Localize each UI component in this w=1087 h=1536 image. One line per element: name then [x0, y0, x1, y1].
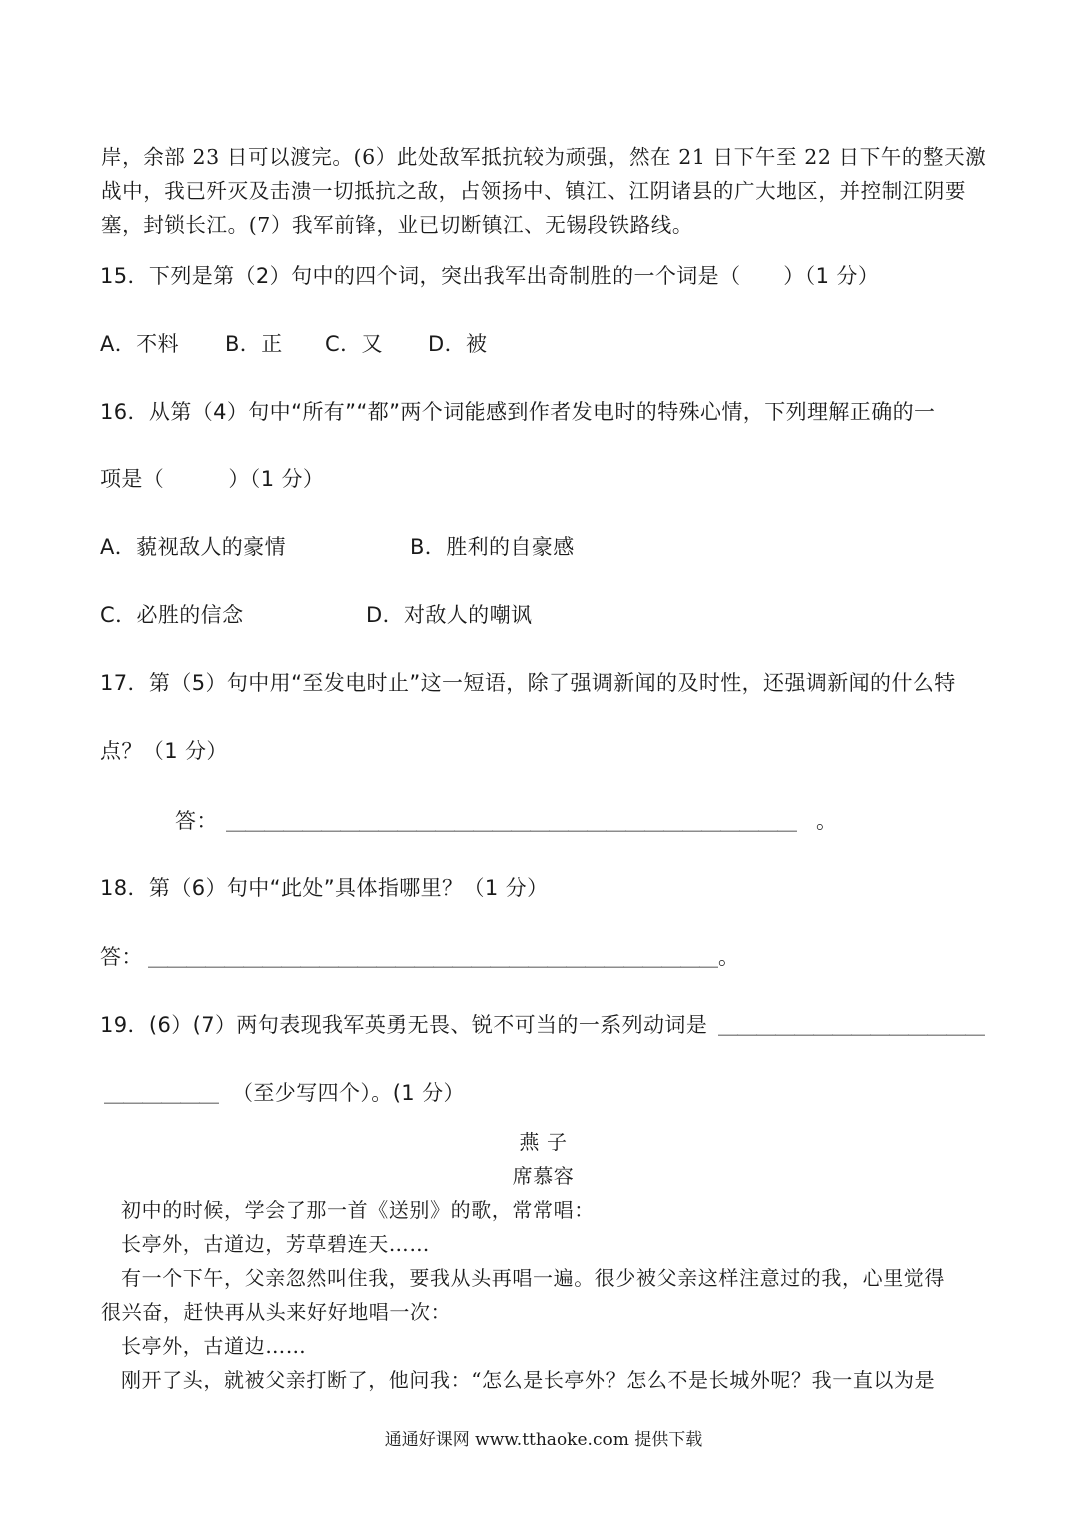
question-16-option-b: B．胜利的自豪感 [410, 535, 575, 559]
question-17-stem-line-2: 点？（1 分） [100, 739, 228, 763]
question-16-option-a: A．藐视敌人的豪情 [100, 535, 286, 559]
question-17-answer-label: 答： [175, 809, 218, 833]
passage-line-2: 战中，我已歼灭及击溃一切抵抗之敌，占领扬中、镇江、江阴诸县的广大地区，并控制江阴要 [101, 179, 967, 203]
question-19-answer-blank-1[interactable]: ＿＿＿＿＿＿＿＿＿＿＿＿＿＿ [718, 1014, 984, 1038]
question-18-stem: 18．第（6）句中“此处”具体指哪里？（1 分） [100, 876, 549, 900]
question-19-stem: 19．(6）(7）两句表现我军英勇无畏、锐不可当的一系列动词是 [100, 1013, 708, 1037]
question-18-answer-label: 答： [100, 945, 143, 969]
question-17-stem-line-1: 17．第（5）句中用“至发电时止”这一短语，除了强调新闻的及时性，还强调新闻的什么特 [100, 671, 956, 695]
question-15-option-b: B．正 [225, 332, 283, 356]
question-16-option-d: D．对敌人的嘲讽 [366, 603, 533, 627]
article-paragraph-3-line-2: 很兴奋，赶快再从头来好好地唱一次： [101, 1300, 452, 1324]
question-16-option-c: C．必胜的信念 [100, 603, 244, 627]
question-15-option-d: D．被 [428, 332, 488, 356]
page-footer: 通通好课网 www.tthaoke.com 提供下载 [384, 1430, 703, 1450]
passage-line-1: 岸，余部 23 日可以渡完。(6）此处敌军抵抗较为顽强，然在 21 日下午至 22 日下午的整天激 [101, 145, 987, 169]
question-17-answer-end: 。 [816, 809, 838, 833]
question-19-tail: （至少写四个）。(1 分） [232, 1081, 465, 1105]
question-18-answer-blank[interactable]: ＿＿＿＿＿＿＿＿＿＿＿＿＿＿＿＿＿＿＿＿＿＿＿＿＿＿＿＿＿＿ [148, 946, 718, 970]
question-19-answer-blank-2[interactable]: ＿＿＿＿＿＿ [104, 1082, 218, 1106]
question-17-answer-blank[interactable]: ＿＿＿＿＿＿＿＿＿＿＿＿＿＿＿＿＿＿＿＿＿＿＿＿＿＿＿＿＿＿ [226, 810, 796, 834]
article-author: 席慕容 [512, 1164, 575, 1188]
article-paragraph-3-line-1: 有一个下午，父亲忽然叫住我，要我从头再唱一遍。很少被父亲这样注意过的我，心里觉得 [121, 1266, 945, 1290]
question-15-option-a: A．不料 [100, 332, 179, 356]
article-paragraph-5: 刚开了头，就被父亲打断了，他问我：“怎么是长亭外？怎么不是长城外呢？我一直以为是 [121, 1368, 936, 1392]
question-15-stem: 15．下列是第（2）句中的四个词，突出我军出奇制胜的一个词是（ ）（1 分） [100, 264, 880, 288]
article-paragraph-2: 长亭外，古道边，芳草碧连天…… [121, 1232, 430, 1256]
article-paragraph-4: 长亭外，古道边…… [121, 1334, 307, 1358]
question-16-stem-line-2: 项是（ ）（1 分） [100, 467, 325, 491]
question-16-stem-line-1: 16．从第（4）句中“所有”“都”两个词能感到作者发电时的特殊心情，下列理解正确的一 [100, 400, 936, 424]
question-15-option-c: C．又 [325, 332, 383, 356]
article-paragraph-1: 初中的时候，学会了那一首《送别》的歌，常常唱： [121, 1198, 595, 1222]
passage-line-3: 塞，封锁长江。(7）我军前锋，业已切断镇江、无锡段铁路线。 [101, 213, 693, 237]
question-18-answer-end: 。 [718, 945, 740, 969]
article-title: 燕 子 [519, 1130, 568, 1154]
